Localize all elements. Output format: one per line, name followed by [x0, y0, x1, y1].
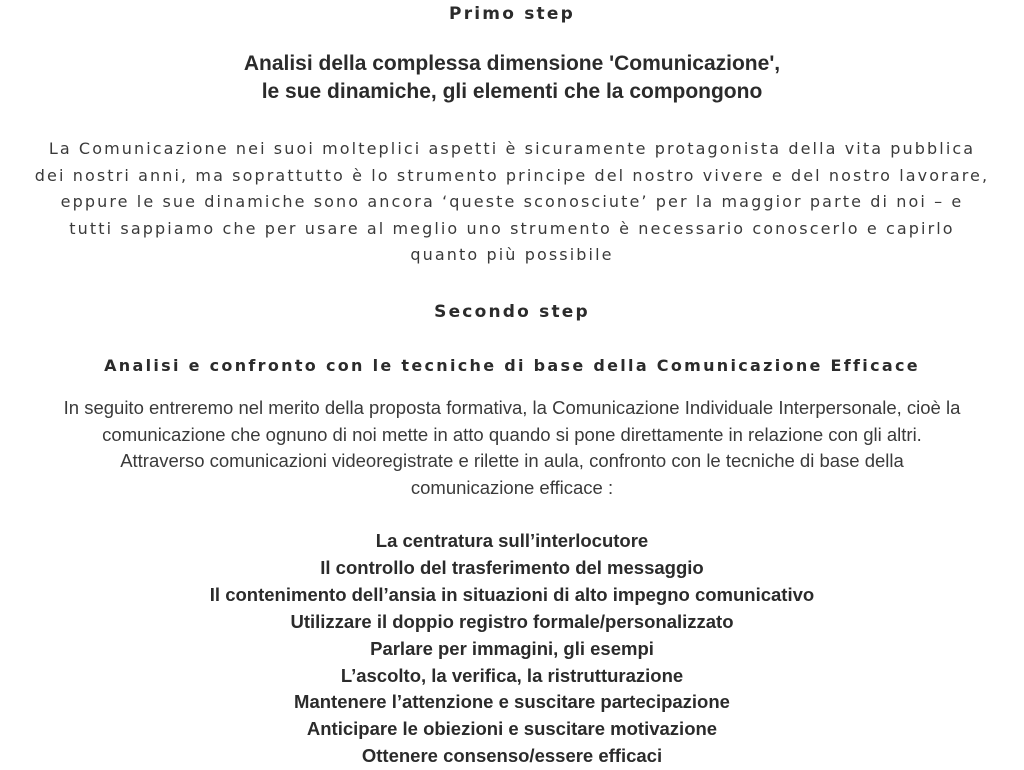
step-1-paragraph — [0, 136, 1024, 269]
step-1-title-line: Analisi della complessa dimensione 'Comunicazione', — [243, 52, 781, 75]
step-2-label: Secondo step — [434, 302, 590, 322]
technique-item: Il contenimento dell’ansia in situazioni di alto impegno comunicativo — [209, 583, 815, 605]
technique-item: L’ascolto, la verifica, la ristrutturazione — [340, 664, 684, 686]
technique-item: Anticipare le obiezioni e suscitare motivazione — [306, 718, 718, 740]
step-1-paragraph-line: eppure le sue dinamiche sono ancora ‘queste sconosciute’ per la maggior parte di noi – e — [60, 192, 964, 211]
techniques-list — [0, 528, 1024, 770]
step-1-title-line: le sue dinamiche, gli elementi che la compongono — [261, 80, 763, 103]
technique-item: La centratura sull’interlocutore — [375, 530, 649, 551]
technique-item: Utilizzare il doppio registro formale/personalizzato — [290, 610, 734, 632]
technique-item: Il controllo del trasferimento del messaggio — [320, 556, 704, 578]
step-1-paragraph-line: dei nostri anni, ma soprattutto è lo strumento principe del nostro vivere e del nostro lavorare, — [34, 165, 990, 185]
step-2-paragraph-line: comunicazione efficace : — [410, 476, 614, 498]
technique-item: Parlare per immagini, gli esempi — [370, 637, 654, 659]
step-2-paragraph-line: comunicazione che ognuno di noi mette in atto quando si pone direttamente in relazione con gli altri. — [102, 423, 922, 445]
step-1-label: Primo step — [449, 4, 575, 24]
step-1-title — [0, 50, 1024, 106]
step-1-paragraph-line: quanto più possibile — [410, 245, 614, 264]
step-1-paragraph-line: tutti sappiamo che per usare al meglio uno strumento è necessario conoscerlo e capirlo — [69, 218, 955, 238]
step-1-paragraph-line: La Comunicazione nei suoi molteplici aspetti è sicuramente protagonista della vita pubblica — [48, 139, 976, 158]
step-2-title: Analisi e confronto con le tecniche di base della Comunicazione Efficace — [104, 356, 920, 375]
technique-item: Mantenere l’attenzione e suscitare partecipazione — [294, 691, 730, 713]
technique-item: Ottenere consenso/essere efficaci — [361, 745, 663, 767]
step-2-paragraph-line: Attraverso comunicazioni videoregistrate e rilette in aula, confronto con le tecniche di base della — [120, 450, 904, 471]
step-2-paragraph — [0, 395, 1024, 501]
step-2-paragraph-line: In seguito entreremo nel merito della proposta formativa, la Comunicazione Individuale Interpersonale, cioè la — [63, 397, 961, 418]
